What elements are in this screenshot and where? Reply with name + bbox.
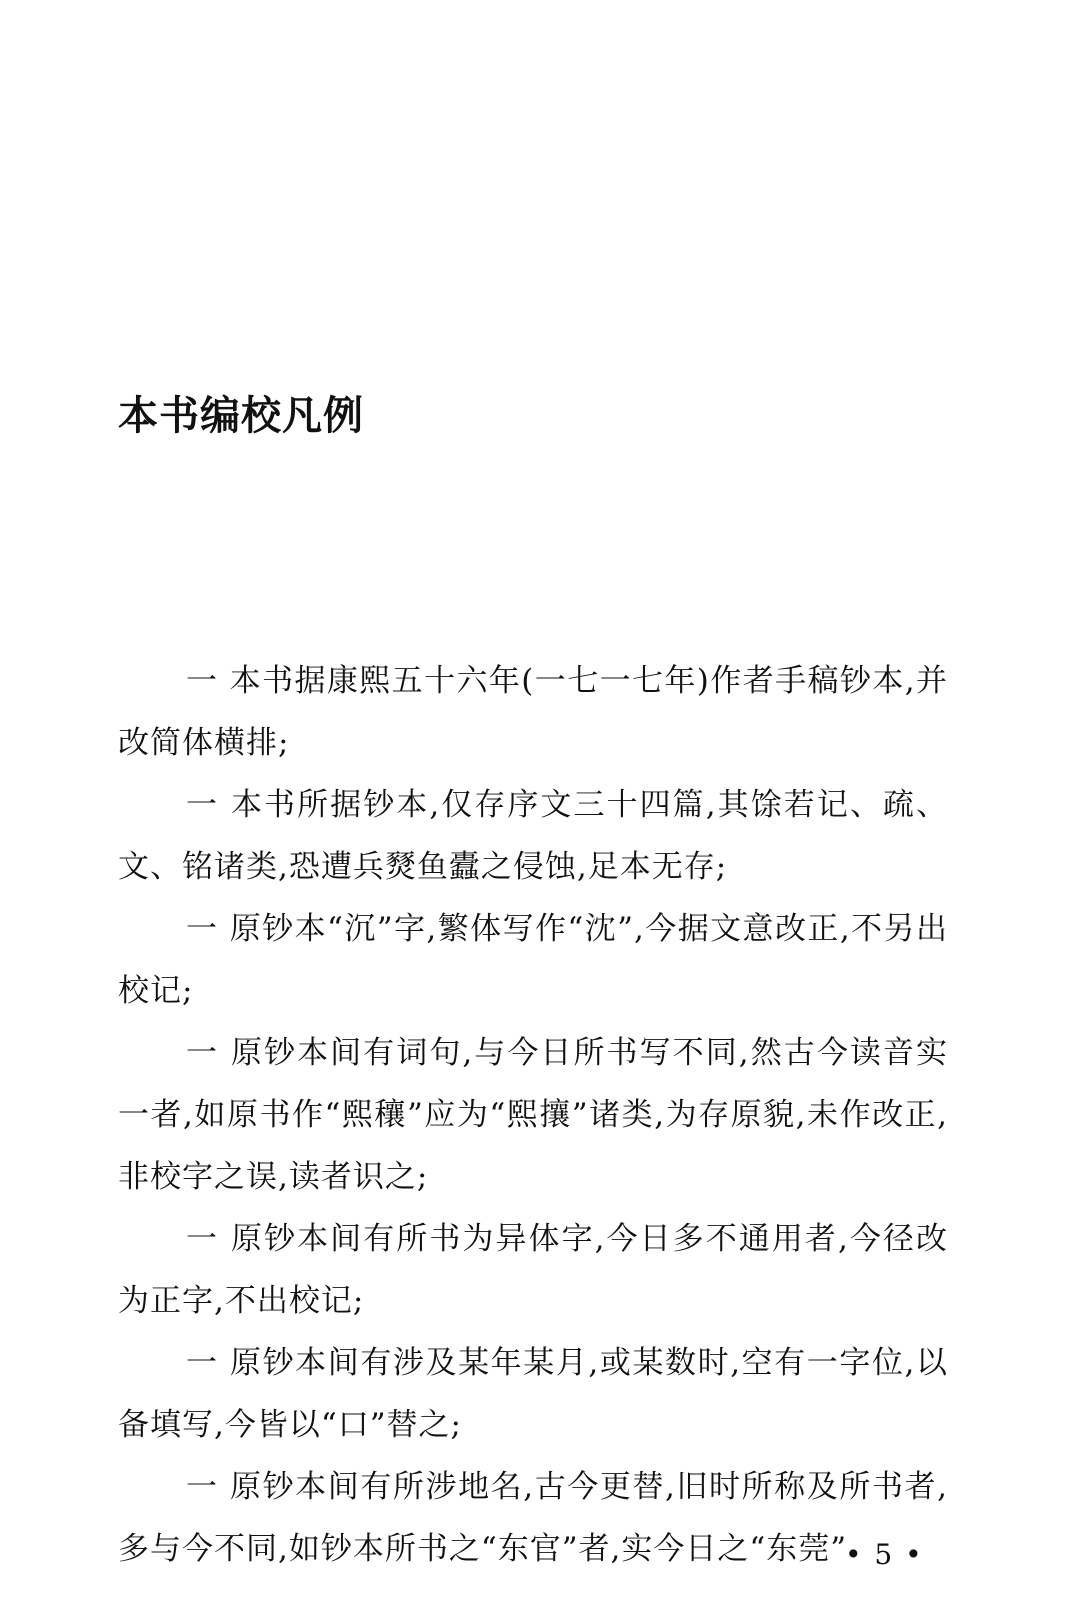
page-number: • 5 •: [845, 1538, 924, 1571]
editorial-notes: [118, 650, 948, 1580]
note-item: 一 原钞本间有所书为异体字,今日多不通用者,今径改为正字,不出校记;: [118, 1221, 948, 1319]
note-item: 一 原钞本间有涉及某年某月,或某数时,空有一字位,以备填写,今皆以“口”替之;: [118, 1345, 948, 1443]
page-title: 本书编校凡例: [118, 393, 364, 439]
note-item: 一 原钞本间有词句,与今日所书写不同,然古今读音实一者,如原书作“熙穰”应为“熙攘”诸类,为存原貌,未作改正,非校字之误,读者识之;: [118, 1035, 948, 1195]
note-item: 一 原钞本间有所涉地名,古今更替,旧时所称及所书者,多与今不同,如钞本所书之“东官”者,实今日之“东莞”: [118, 1469, 948, 1567]
note-item: 一 原钞本“沉”字,繁体写作“沈”,今据文意改正,不另出校记;: [118, 911, 948, 1009]
note-item: 一 本书据康熙五十六年(一七一七年)作者手稿钞本,并改简体横排;: [118, 663, 948, 761]
note-item: 一 本书所据钞本,仅存序文三十四篇,其馀若记、疏、文、铭诸类,恐遭兵燹鱼蠹之侵蚀,足本无存;: [118, 787, 948, 885]
